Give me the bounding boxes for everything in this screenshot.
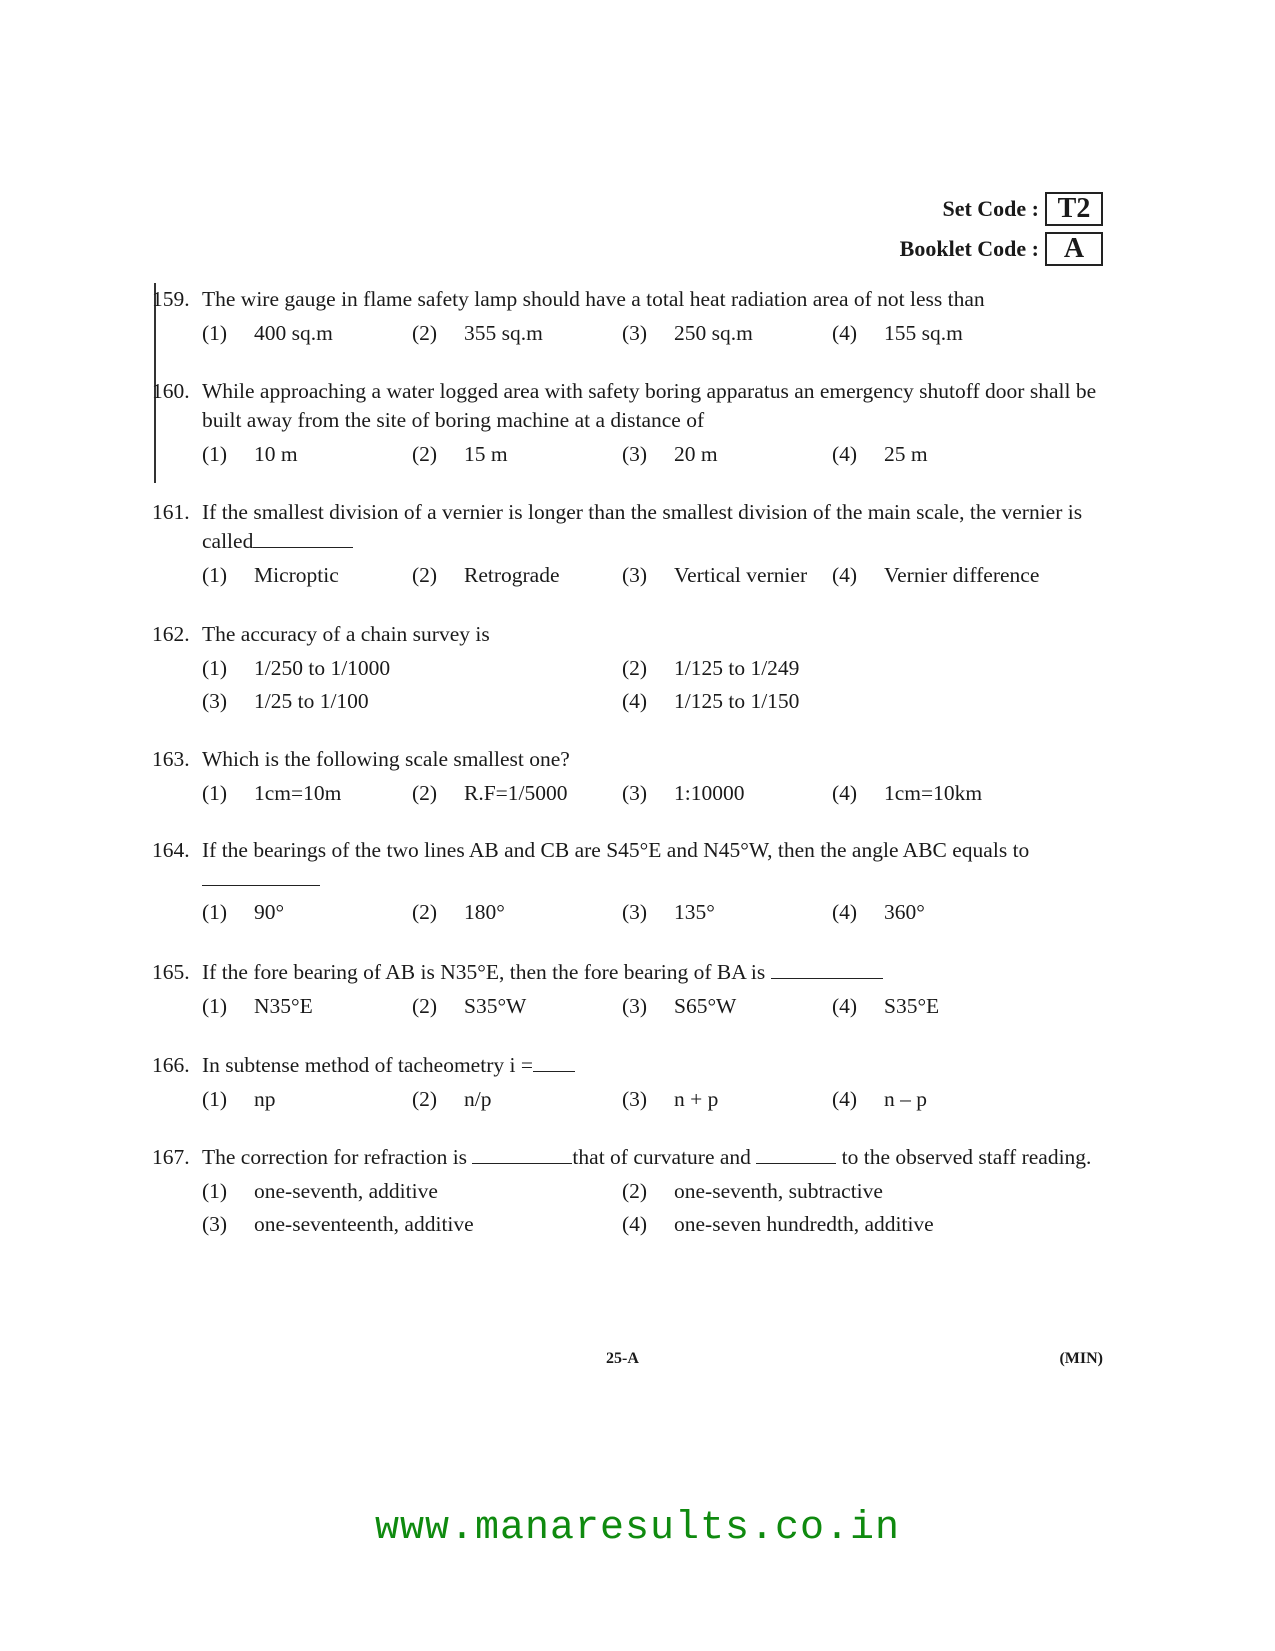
option-text: one-seven hundredth, additive [674,1212,934,1236]
option-1 [202,898,412,927]
option-text: 1cm=10km [884,781,983,805]
page-code: 25-A [606,1350,639,1367]
booklet-code-row [900,232,1103,266]
question-number: 160. [152,379,190,403]
options [202,440,1112,469]
option-3 [622,319,832,348]
option-2 [412,1085,622,1114]
option-4 [832,1085,1092,1114]
option-3 [202,1210,622,1239]
option-3 [622,561,832,590]
option-number: (4) [832,563,858,587]
option-2 [412,440,622,469]
question-text: If the smallest division of a vernier is longer than the smallest division of the main scale, the vernier is called [202,500,1083,553]
question-number: 163. [152,747,190,771]
options [202,898,1112,927]
option-text: Microptic [254,563,339,587]
option-1 [202,654,622,683]
header-codes [900,192,1103,272]
option-text: 1/125 to 1/249 [674,656,800,680]
option-text: 155 sq.m [884,321,963,345]
option-text: 360° [884,900,925,924]
answer-blank [771,960,883,979]
option-number: (2) [412,1087,438,1111]
option-number: (2) [412,994,438,1018]
option-1 [202,319,412,348]
question-166 [152,1051,1112,1114]
option-text: 1/25 to 1/100 [254,689,369,713]
option-1 [202,1085,412,1114]
option-number: (1) [202,1179,228,1203]
option-number: (1) [202,656,228,680]
option-number: (1) [202,563,228,587]
option-2 [622,1177,1042,1206]
option-text: 1/250 to 1/1000 [254,656,391,680]
option-number: (4) [832,781,858,805]
option-text: 400 sq.m [254,321,333,345]
option-text: 355 sq.m [464,321,543,345]
option-text: 90° [254,900,285,924]
option-number: (3) [622,994,648,1018]
option-number: (1) [202,321,228,345]
option-4 [622,687,1042,716]
set-code-label: Set Code : [942,196,1039,221]
options [202,654,1112,716]
options [202,561,1112,590]
option-text: R.F=1/5000 [464,781,568,805]
question-number: 167. [152,1145,190,1169]
option-2 [412,898,622,927]
option-1 [202,1177,622,1206]
question-text: to the observed staff reading. [841,1145,1092,1169]
options [202,1085,1112,1114]
option-number: (3) [622,1087,648,1111]
question-167 [152,1143,1112,1239]
answer-blank [253,529,353,548]
option-number: (3) [202,1212,228,1236]
options [202,779,1112,808]
option-2 [622,654,1042,683]
option-number: (3) [622,442,648,466]
option-text: 250 sq.m [674,321,753,345]
option-2 [412,561,622,590]
option-number: (1) [202,781,228,805]
question-text: If the bearings of the two lines AB and CB are S45°E and N45°W, then the angle ABC equals to [202,838,1030,862]
option-3 [622,1085,832,1114]
options [202,992,1112,1021]
question-text: The accuracy of a chain survey is [202,622,490,646]
option-number: (4) [832,321,858,345]
question-number: 159. [152,287,190,311]
option-text: n/p [464,1087,492,1111]
question-text: While approaching a water logged area with safety boring apparatus an emergency shutoff door shall be built away from the site of boring machine at a distance of [202,379,1097,432]
option-number: (2) [412,563,438,587]
option-text: 135° [674,900,715,924]
option-text: one-seventeenth, additive [254,1212,474,1236]
subject-code: (MIN) [1059,1350,1103,1367]
options [202,1177,1112,1239]
option-4 [832,561,1092,590]
option-number: (4) [832,1087,858,1111]
booklet-code-label: Booklet Code : [899,236,1039,261]
option-number: (4) [832,900,858,924]
option-text: S35°W [464,994,527,1018]
option-text: 15 m [464,442,508,466]
option-3 [622,992,832,1021]
question-165 [152,958,1112,1021]
option-text: Vernier difference [884,563,1040,587]
website-watermark: www.manaresults.co.in [374,1506,901,1551]
option-1 [202,561,412,590]
option-text: 1/125 to 1/150 [674,689,800,713]
option-number: (4) [832,442,858,466]
option-number: (1) [202,900,228,924]
option-number: (2) [412,900,438,924]
option-2 [412,319,622,348]
option-text: one-seventh, subtractive [674,1179,883,1203]
option-number: (3) [202,689,228,713]
option-1 [202,992,412,1021]
option-text: 1cm=10m [254,781,342,805]
question-number: 164. [152,838,190,862]
option-number: (3) [622,781,648,805]
option-text: 180° [464,900,505,924]
option-4 [832,898,1092,927]
option-text: 25 m [884,442,928,466]
option-4 [832,779,1092,808]
option-number: (4) [622,1212,648,1236]
option-text: Retrograde [464,563,560,587]
answer-blank [472,1145,572,1164]
option-number: (4) [832,994,858,1018]
option-text: one-seventh, additive [254,1179,438,1203]
option-1 [202,440,412,469]
option-4 [832,992,1092,1021]
option-number: (3) [622,563,648,587]
option-text: N35°E [254,994,313,1018]
question-number: 166. [152,1053,190,1077]
question-text: In subtense method of tacheometry i = [202,1053,533,1077]
question-text: Which is the following scale smallest one? [202,747,570,771]
option-2 [412,992,622,1021]
set-code-box: T2 [1045,192,1103,226]
option-number: (2) [412,321,438,345]
question-163 [152,745,1112,808]
option-text: 1:10000 [674,781,745,805]
option-3 [622,440,832,469]
answer-blank [756,1145,836,1164]
question-number: 162. [152,622,190,646]
question-text: that of curvature and [572,1145,751,1169]
option-number: (2) [412,442,438,466]
option-4 [832,440,1092,469]
option-3 [622,898,832,927]
option-4 [832,319,1092,348]
question-160 [152,377,1112,469]
question-161 [152,498,1112,590]
question-text: The wire gauge in flame safety lamp should have a total heat radiation area of not less than [202,287,985,311]
question-number: 161. [152,500,190,524]
question-text: The correction for refraction is [202,1145,468,1169]
question-159 [152,285,1112,348]
option-3 [202,687,622,716]
option-text: S65°W [674,994,737,1018]
option-text: 20 m [674,442,718,466]
option-1 [202,779,412,808]
booklet-code-box: A [1045,232,1103,266]
option-number: (2) [622,1179,648,1203]
option-text: Vertical vernier [674,563,808,587]
option-number: (2) [622,656,648,680]
option-text: np [254,1087,276,1111]
option-number: (4) [622,689,648,713]
question-164 [152,836,1112,927]
option-number: (3) [622,900,648,924]
option-number: (1) [202,994,228,1018]
option-number: (2) [412,781,438,805]
set-code-row [900,192,1103,226]
option-text: n + p [674,1087,719,1111]
question-text: If the fore bearing of AB is N35°E, then the fore bearing of BA is [202,960,766,984]
option-4 [622,1210,1042,1239]
option-text: 10 m [254,442,298,466]
answer-blank [202,867,320,886]
option-number: (1) [202,442,228,466]
options [202,319,1112,348]
option-number: (1) [202,1087,228,1111]
answer-blank [533,1053,575,1072]
question-162 [152,620,1112,716]
question-number: 165. [152,960,190,984]
option-3 [622,779,832,808]
option-text: n – p [884,1087,927,1111]
option-text: S35°E [884,994,940,1018]
option-2 [412,779,622,808]
option-number: (3) [622,321,648,345]
